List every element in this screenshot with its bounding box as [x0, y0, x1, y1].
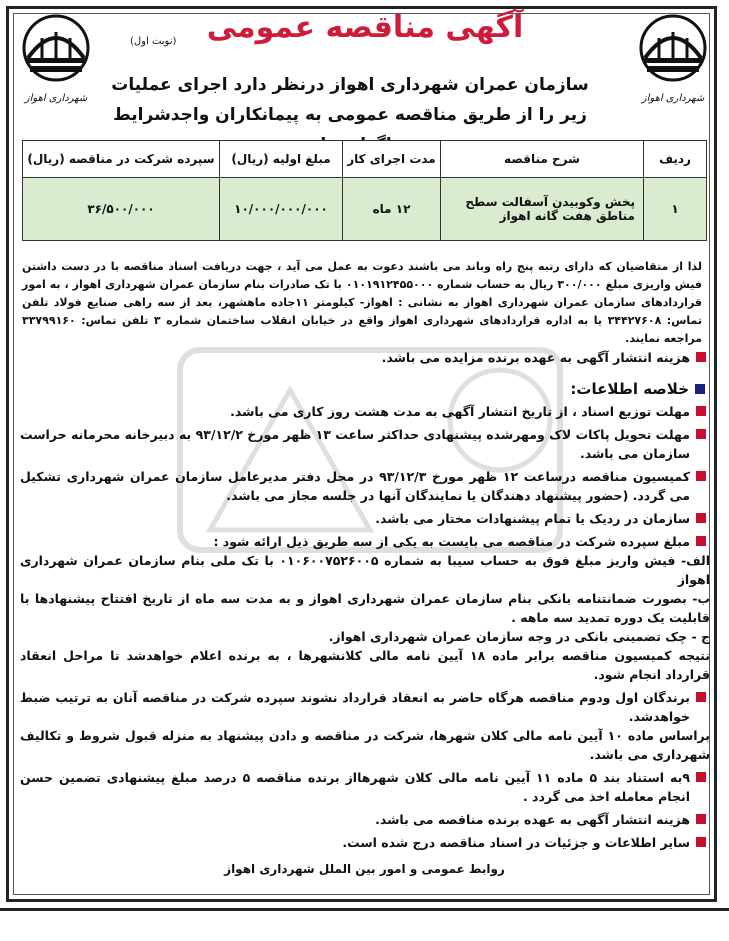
table-row [23, 178, 707, 241]
cell-duration: ۱۲ ماه [343, 178, 441, 241]
list-item: سازمان در ردیک یا تمام پیشنهادات مختار می باشد. [20, 509, 710, 528]
list-item: سایر اطلاعات و جزئیات در اسناد مناقصه درج شده است. [20, 833, 710, 852]
red-square-bullet-icon [696, 471, 706, 481]
round-label: (نوبت اول) [130, 36, 177, 47]
red-square-bullet-icon [696, 429, 706, 439]
list-item: کمیسیون مناقصه درساعت ۱۲ ظهر مورخ ۹۳/۱۲/۳ در محل دفتر مدیرعامل سازمان عمران شهرداری تشکیل می گردد. (حضور پیشنهاد دهندگان یا نمایندگان آنها در جلسه مجاز می باشد. [20, 467, 710, 505]
list-item: مهلت تحویل پاکات لاک ومهرشده پیشنهادی حداکثر ساعت ۱۳ ظهر مورخ ۹۳/۱۲/۲ به دبیرخانه محرمانه حراست سازمان می باشد. [20, 425, 710, 463]
red-square-bullet-icon [696, 536, 706, 546]
bottom-rule [0, 908, 729, 911]
list-item: ۹به استناد بند ۵ ماده ۱۱ آیین نامه مالی کلان شهرهااز برنده مناقصه ۵ درصد مبلغ پیشنهادی تضمین حسن انجام معامله اخذ می گردد . [20, 768, 710, 806]
red-square-bullet-icon [696, 814, 706, 824]
logo-caption-left: شهرداری اهواز [24, 93, 88, 104]
page-title: آگهی مناقصه عمومی [206, 10, 524, 45]
result-text: نتیجه کمیسیون مناقصه برابر ماده ۱۸ آیین نامه مالی کلانشهرها ، به برنده اعلام خواهدشد تا مراحل انعقاد قرارداد انجام شود. [20, 648, 710, 682]
cell-initial-amount: ۱۰/۰۰۰/۰۰۰/۰۰۰ [220, 178, 343, 241]
list-item: مهلت توزیع اسناد ، از تاریخ انتشار آگهی به مدت هشت روز کاری می باشد. [20, 402, 710, 421]
red-square-bullet-icon [696, 406, 706, 416]
blue-square-bullet-icon [695, 384, 705, 394]
footer-signature: روابط عمومی و امور بین الملل شهرداری اهواز [224, 862, 505, 876]
col-header-description: شرح مناقصه [441, 141, 644, 178]
col-header-row-number: ردیف [644, 141, 707, 178]
summary-heading: خلاصه اطلاعات: [570, 380, 705, 398]
bridge-logo-icon [16, 14, 96, 86]
red-square-bullet-icon [696, 692, 706, 702]
deposit-option-c: ج - چک تضمینی بانکی در وجه سازمان عمران شهرداری اهواز. [328, 629, 710, 644]
red-square-bullet-icon [696, 837, 706, 847]
logo-caption-right: شهرداری اهواز [641, 93, 705, 104]
deposit-option-a: الف- فیش واریز مبلغ فوق به حساب سیبا به شماره ۰۱۰۶۰۰۷۵۲۶۰۰۵ با تک ملی بنام سازمان عمران شهرداری اهواز [20, 553, 710, 587]
list-item: هزینه انتشار آگهی به عهده برنده مزایده می باشد. [20, 348, 710, 367]
red-square-bullet-icon [696, 513, 706, 523]
red-square-bullet-icon [696, 772, 706, 782]
col-header-duration: مدت اجرای کار [343, 141, 441, 178]
municipality-logo-right [633, 14, 713, 104]
summary-list [20, 402, 710, 856]
cell-description: پخش وکوبیدن آسفالت سطح مناطق هفت گانه اهواز [441, 178, 644, 241]
deposit-option-b: ب- بصورت ضمانتنامه بانکی بنام سازمان عمران شهرداری اهواز و به مدت سه ماه از تاریخ افتتاح پیشنهادها با قابلیت یک دوره تمدید سه ماهه . [20, 591, 710, 625]
list-item: هزینه انتشار آگهی به عهده برنده مناقصه می باشد. [20, 810, 710, 829]
cell-row-number: ۱ [644, 178, 707, 241]
col-header-initial-amount: مبلغ اولیه (ریال) [220, 141, 343, 178]
col-header-deposit: سپرده شرکت در مناقصه (ریال) [23, 141, 220, 178]
tender-table [22, 140, 707, 241]
intro-text: سازمان عمران شهرداری اهواز درنظر دارد اجرای عملیات زیر را از طریق مناقصه عمومی به پیمانکاران واجدشرایط [111, 75, 589, 125]
municipality-logo-left [16, 14, 96, 104]
article10-text: براساس ماده ۱۰ آیین نامه مالی کلان شهرها، شرکت در مناقصه و دادن پیشنهاد به منزله قبول شروط و تکالیف شهرداری می باشد. [20, 728, 711, 762]
list-item: برندگان اول ودوم مناقصه هرگاه حاضر به انعقاد قرارداد نشوند سپرده شرکت در مناقصه آنان به ترتیب ضبط خواهدشد. [20, 688, 710, 726]
cell-deposit: ۳۶/۵۰۰/۰۰۰ [23, 178, 220, 241]
ad-cost-line [20, 348, 710, 371]
bridge-logo-icon [633, 14, 713, 86]
table-header-row [23, 141, 707, 178]
list-item: مبلغ سپرده شرکت در مناقصه می بایست به یکی از سه طریق ذیل ارائه شود : [20, 532, 710, 551]
invitation-text: لذا از متقاضیان که دارای رتبه پنج راه وباند می باشند دعوت به عمل می آید ، جهت دریافت اسناد مناقصه با در دست داشتن فیش واریزی مبلغ ۳۰۰/۰۰۰ ریال به حساب شماره ۰۱۰۱۹۱۲۴۵۵۰۰۰ با تک صادرات بنام سازمان عمران شهرداری اهواز ، به امور قراردادهای سازمان عمران شهرداری اهواز به نشانی : اهواز- کیلومتر ۱۱جاده ماهشهر، بعد از سه راهی صنایع فولاد تلفن تماس: ۳۴۴۲۷۶۰۸ یا به اداره قراردادهای شهرداری اهواز واقع در خیابان انقلاب ساختمان شماره ۳ تلفن تماس: ۳۳۷۹۹۱۶۰ مراجعه نمایند. [22, 260, 703, 345]
red-square-bullet-icon [696, 352, 706, 362]
